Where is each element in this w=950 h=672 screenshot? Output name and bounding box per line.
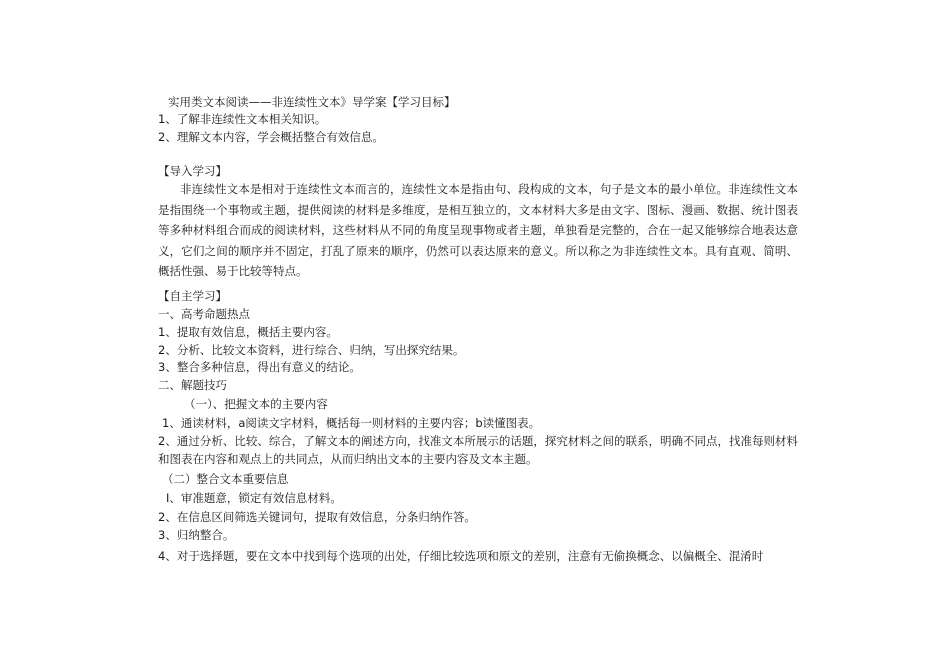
sub2-item-4: 4、对于选择题，要在文本中找到每个选项的出处，仔细比较选项和原文的差别，注意有无偷换概念、以偏概全、混淆时 [158, 549, 764, 563]
goal-item-2: 2、理解文本内容，学会概括整合有效信息。 [158, 130, 384, 144]
self-study-heading: 【自主学习】 [158, 289, 227, 303]
section2-title: 二、解题技巧 [158, 378, 227, 392]
intro-heading: 【导入学习】 [158, 164, 227, 178]
section1-item-1: 1、提取有效信息，概括主要内容。 [158, 325, 338, 339]
sub1-item-2: 2、通过分析、比较、综合，了解文本的阐述方向，找准文本所展示的话题，探究材料之间的联系，明确不同点，找准每则材料和图表在内容和观点上的共同点，从而归纳出文本的主要内容及文本主题。 [158, 434, 798, 466]
section1-item-3: 3、整合多种信息，得出有意义的结论。 [158, 360, 361, 374]
intro-paragraph: 非连续性文本是相对于连续性文本而言的，连续性文本是指由句、段构成的文本，句子是文本的最小单位。非连续性文本是指围绕一个事物或主题，提供阅读的材料是多维度，是相互独立的，文本材料大多是由文字、图标、漫画、数据、统计图表等多种材料组合而成的阅读材料，这些材料从不同的角度呈现事物或者主题，单独看是完整的，合在一起又能够综合地表达意义，它们之间的顺序并不固定，打乱了原来的顺序，仍然可以表达原来的意义。所以称之为非连续性文本。具有直观、简明、概括性强、易于比较等特点。 [158, 182, 798, 279]
sub2-item-1: I、审准题意，锁定有效信息材料。 [166, 491, 342, 505]
doc-title: 实用类文本阅读——非连续性文本》导学案【学习目标】 [168, 95, 456, 109]
sub1-item-1: 1、通读材料，a阅读文字材料，概括每一则材料的主要内容；b读懂图表。 [162, 416, 541, 430]
section1-item-2: 2、分析、比较文本资料，进行综合、归纳，写出探究结果。 [158, 343, 465, 357]
sub2-item-2: 2、在信息区间筛选关键词句，提取有效信息，分条归纳作答。 [158, 510, 476, 524]
sub2-item-3: 3、归纳整合。 [158, 528, 235, 542]
goal-item-1: 1、了解非连续性文本相关知识。 [158, 112, 327, 126]
section1-title: 一、高考命题热点 [158, 307, 250, 321]
sub2-title: （二）整合文本重要信息 [162, 472, 289, 486]
sub1-title: （一）、把握文本的主要内容 [184, 397, 328, 411]
